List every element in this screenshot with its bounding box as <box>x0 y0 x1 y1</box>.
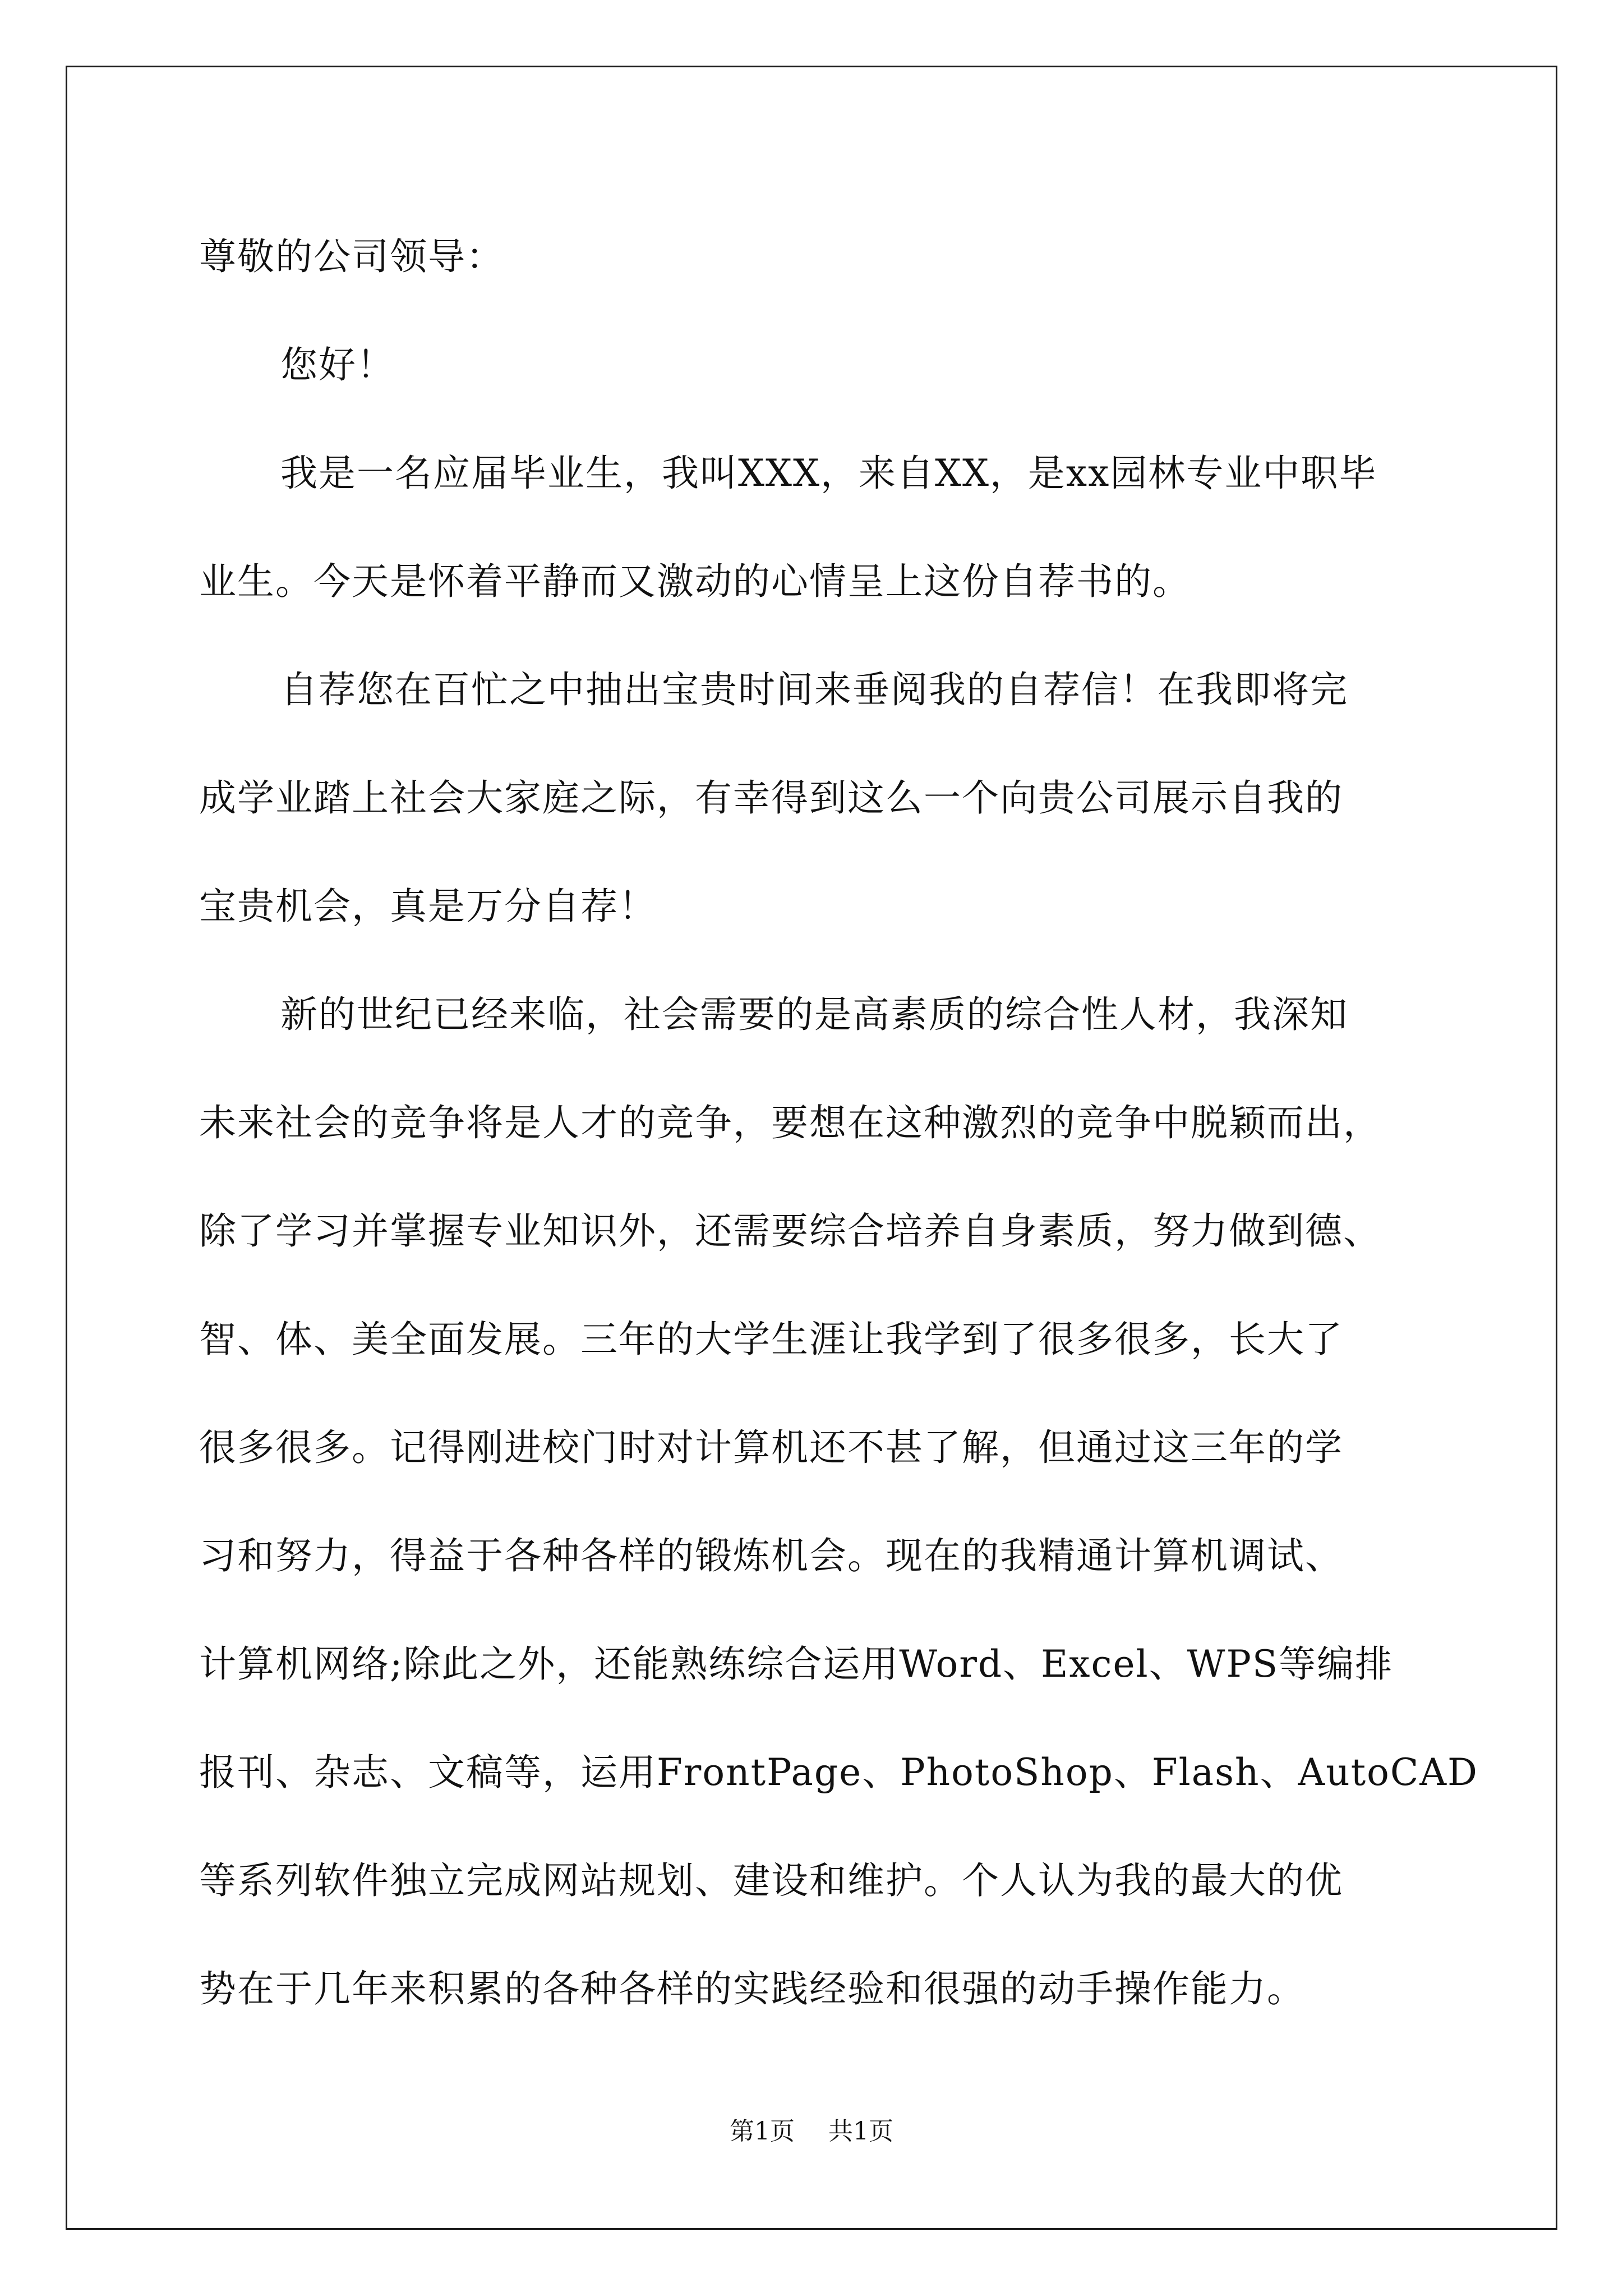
page-number: 第1页 <box>730 2117 795 2146</box>
greeting: 您好！ <box>280 343 395 386</box>
text-line-10: 很多很多。记得刚进校门时对计算机还不甚了解，但通过这三年的学 <box>199 1426 1343 1469</box>
text-line-5: 宝贵机会，真是万分自荐！ <box>199 885 657 928</box>
text-line-11: 习和努力，得益于各种各样的锻炼机会。现在的我精通计算机调试、 <box>199 1534 1343 1577</box>
salutation: 尊敬的公司领导： <box>199 235 504 278</box>
text-line-13: 报刊、杂志、文稿等，运用FrontPage、PhotoShop、Flash、AutoCAD <box>199 1751 1478 1794</box>
text-line-4: 成学业踏上社会大家庭之际，有幸得到这么一个向贵公司展示自我的 <box>199 776 1343 820</box>
text-line-1: 我是一名应届毕业生，我叫XXX，来自XX，是xx园林专业中职毕 <box>280 452 1377 495</box>
text-line-14: 等系列软件独立完成网站规划、建设和维护。个人认为我的最大的优 <box>199 1859 1343 1902</box>
text-line-12: 计算机网络;除此之外，还能熟练综合运用Word、Excel、WPS等编排 <box>199 1642 1394 1686</box>
text-line-8: 除了学习并掌握专业知识外，还需要综合培养自身素质，努力做到德、 <box>199 1209 1381 1253</box>
text-line-6: 新的世纪已经来临，社会需要的是高素质的综合性人材，我深知 <box>280 993 1348 1036</box>
text-line-3: 自荐您在百忙之中抽出宝贵时间来垂阅我的自荐信！在我即将完 <box>280 668 1348 711</box>
text-line-15: 势在于几年来积累的各种各样的实践经验和很强的动手操作能力。 <box>199 1967 1305 2010</box>
text-line-9: 智、体、美全面发展。三年的大学生涯让我学到了很多很多，长大了 <box>199 1318 1343 1361</box>
page-total: 共1页 <box>828 2117 893 2146</box>
text-line-7: 未来社会的竞争将是人才的竞争，要想在这种激烈的竞争中脱颖而出， <box>199 1101 1381 1144</box>
page-footer <box>0 2115 1623 2148</box>
text-line-2: 业生。今天是怀着平静而又激动的心情呈上这份自荐书的。 <box>199 560 1191 603</box>
